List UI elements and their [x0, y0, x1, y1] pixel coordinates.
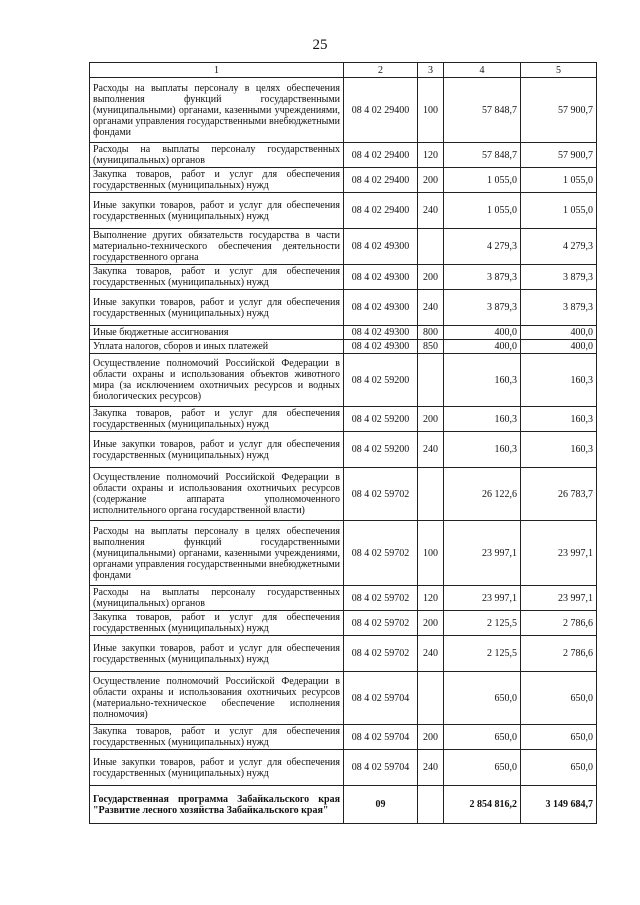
row-kind: 100 — [418, 78, 444, 143]
row-name: Закупка товаров, работ и услуг для обеспечения государственных (муниципальных) нужд — [90, 725, 344, 750]
row-value-5: 2 786,6 — [521, 611, 597, 636]
row-name: Закупка товаров, работ и услуг для обеспечения государственных (муниципальных) нужд — [90, 168, 344, 193]
row-name: Расходы на выплаты персоналу в целях обеспечения выполнения функций государственными (муниципальными) органами, казенными учреждениями, органами управления государственными внебюджетными фондами — [90, 78, 344, 143]
row-kind: 200 — [418, 407, 444, 432]
row-value-4: 1 055,0 — [444, 168, 521, 193]
row-code: 08 4 02 29400 — [344, 168, 418, 193]
row-code: 09 — [344, 786, 418, 824]
row-name: Иные закупки товаров, работ и услуг для обеспечения государственных (муниципальных) нужд — [90, 750, 344, 786]
row-kind: 100 — [418, 521, 444, 586]
column-header: 5 — [521, 63, 597, 78]
row-name: Закупка товаров, работ и услуг для обеспечения государственных (муниципальных) нужд — [90, 407, 344, 432]
row-value-4: 650,0 — [444, 750, 521, 786]
row-name: Иные закупки товаров, работ и услуг для обеспечения государственных (муниципальных) нужд — [90, 290, 344, 326]
table-row — [90, 672, 597, 725]
table-body — [90, 78, 597, 824]
row-value-5: 2 786,6 — [521, 636, 597, 672]
row-value-4: 57 848,7 — [444, 143, 521, 168]
row-value-4: 400,0 — [444, 326, 521, 340]
row-kind: 200 — [418, 168, 444, 193]
row-value-4: 2 125,5 — [444, 636, 521, 672]
row-code: 08 4 02 49300 — [344, 326, 418, 340]
column-header: 4 — [444, 63, 521, 78]
table-row — [90, 786, 597, 824]
row-code: 08 4 02 29400 — [344, 193, 418, 229]
table-row — [90, 326, 597, 340]
table-row — [90, 725, 597, 750]
row-value-4: 23 997,1 — [444, 521, 521, 586]
row-value-5: 160,3 — [521, 432, 597, 468]
row-code: 08 4 02 29400 — [344, 78, 418, 143]
table-row — [90, 611, 597, 636]
column-header: 3 — [418, 63, 444, 78]
row-value-5: 23 997,1 — [521, 586, 597, 611]
table-row — [90, 229, 597, 265]
row-code: 08 4 02 49300 — [344, 340, 418, 354]
row-value-5: 160,3 — [521, 407, 597, 432]
row-name: Осуществление полномочий Российской Федерации в области охраны и использования объектов животного мира (за исключением охотничьих ресурсов и водных биологических ресурсов) — [90, 354, 344, 407]
row-name: Расходы на выплаты персоналу государственных (муниципальных) органов — [90, 143, 344, 168]
row-value-4: 23 997,1 — [444, 586, 521, 611]
row-code: 08 4 02 59702 — [344, 521, 418, 586]
row-value-4: 650,0 — [444, 672, 521, 725]
table-row — [90, 521, 597, 586]
row-kind: 240 — [418, 290, 444, 326]
row-name: Закупка товаров, работ и услуг для обеспечения государственных (муниципальных) нужд — [90, 611, 344, 636]
row-value-5: 400,0 — [521, 340, 597, 354]
row-value-5: 650,0 — [521, 725, 597, 750]
table-row — [90, 407, 597, 432]
row-kind — [418, 468, 444, 521]
column-header: 1 — [90, 63, 344, 78]
row-kind: 120 — [418, 586, 444, 611]
page-number: 25 — [312, 37, 328, 53]
row-name: Уплата налогов, сборов и иных платежей — [90, 340, 344, 354]
row-kind: 200 — [418, 265, 444, 290]
row-code: 08 4 02 59200 — [344, 432, 418, 468]
budget-table — [89, 62, 597, 824]
row-code: 08 4 02 59200 — [344, 354, 418, 407]
row-value-5: 26 783,7 — [521, 468, 597, 521]
row-value-4: 2 125,5 — [444, 611, 521, 636]
row-name: Закупка товаров, работ и услуг для обеспечения государственных (муниципальных) нужд — [90, 265, 344, 290]
table-row — [90, 468, 597, 521]
row-value-5: 23 997,1 — [521, 521, 597, 586]
row-kind: 240 — [418, 750, 444, 786]
row-value-5: 3 149 684,7 — [521, 786, 597, 824]
row-value-4: 160,3 — [444, 432, 521, 468]
row-value-5: 3 879,3 — [521, 290, 597, 326]
row-code: 08 4 02 59702 — [344, 636, 418, 672]
row-value-4: 160,3 — [444, 407, 521, 432]
row-value-4: 3 879,3 — [444, 265, 521, 290]
table-row — [90, 168, 597, 193]
table-row — [90, 193, 597, 229]
row-code: 08 4 02 49300 — [344, 229, 418, 265]
table-row — [90, 290, 597, 326]
row-kind: 200 — [418, 725, 444, 750]
row-code: 08 4 02 49300 — [344, 290, 418, 326]
table-row — [90, 143, 597, 168]
table-header — [90, 63, 597, 78]
row-code: 08 4 02 59704 — [344, 750, 418, 786]
row-value-5: 650,0 — [521, 672, 597, 725]
row-value-4: 3 879,3 — [444, 290, 521, 326]
row-name: Иные закупки товаров, работ и услуг для обеспечения государственных (муниципальных) нужд — [90, 432, 344, 468]
table-row — [90, 340, 597, 354]
row-value-4: 26 122,6 — [444, 468, 521, 521]
row-kind: 800 — [418, 326, 444, 340]
row-kind: 240 — [418, 432, 444, 468]
row-code: 08 4 02 59704 — [344, 672, 418, 725]
table-row — [90, 586, 597, 611]
row-name: Осуществление полномочий Российской Федерации в области охраны и использования охотничьих ресурсов (содержание аппарата уполномоченного исполнительного органа государственной власти) — [90, 468, 344, 521]
row-kind: 240 — [418, 636, 444, 672]
table-row — [90, 432, 597, 468]
row-value-5: 57 900,7 — [521, 143, 597, 168]
row-value-4: 650,0 — [444, 725, 521, 750]
row-value-4: 4 279,3 — [444, 229, 521, 265]
row-kind — [418, 672, 444, 725]
row-value-4: 57 848,7 — [444, 78, 521, 143]
row-code: 08 4 02 59702 — [344, 468, 418, 521]
row-code: 08 4 02 29400 — [344, 143, 418, 168]
row-value-5: 1 055,0 — [521, 168, 597, 193]
row-code: 08 4 02 59704 — [344, 725, 418, 750]
row-name: Выполнение других обязательств государства в части материально-технического обеспечения деятельности государственного органа — [90, 229, 344, 265]
row-value-4: 160,3 — [444, 354, 521, 407]
header-row — [90, 63, 597, 78]
row-kind — [418, 229, 444, 265]
row-value-4: 2 854 816,2 — [444, 786, 521, 824]
row-code: 08 4 02 59200 — [344, 407, 418, 432]
row-value-5: 400,0 — [521, 326, 597, 340]
row-kind — [418, 354, 444, 407]
table-row — [90, 265, 597, 290]
row-value-5: 160,3 — [521, 354, 597, 407]
row-name: Иные закупки товаров, работ и услуг для обеспечения государственных (муниципальных) нужд — [90, 193, 344, 229]
row-value-5: 1 055,0 — [521, 193, 597, 229]
row-name: Государственная программа Забайкальского края "Развитие лесного хозяйства Забайкальского края" — [90, 786, 344, 824]
row-kind: 850 — [418, 340, 444, 354]
row-kind — [418, 786, 444, 824]
row-name: Расходы на выплаты персоналу в целях обеспечения выполнения функций государственными (муниципальными) органами, казенными учреждениями, органами управления государственными внебюджетными фондами — [90, 521, 344, 586]
table-row — [90, 78, 597, 143]
row-code: 08 4 02 49300 — [344, 265, 418, 290]
row-kind: 240 — [418, 193, 444, 229]
column-header: 2 — [344, 63, 418, 78]
row-value-5: 57 900,7 — [521, 78, 597, 143]
row-name: Иные закупки товаров, работ и услуг для обеспечения государственных (муниципальных) нужд — [90, 636, 344, 672]
row-name: Иные бюджетные ассигнования — [90, 326, 344, 340]
row-value-4: 1 055,0 — [444, 193, 521, 229]
row-code: 08 4 02 59702 — [344, 586, 418, 611]
row-code: 08 4 02 59702 — [344, 611, 418, 636]
table-row — [90, 354, 597, 407]
row-value-5: 650,0 — [521, 750, 597, 786]
row-value-5: 3 879,3 — [521, 265, 597, 290]
row-value-4: 400,0 — [444, 340, 521, 354]
row-kind: 120 — [418, 143, 444, 168]
row-value-5: 4 279,3 — [521, 229, 597, 265]
row-name: Расходы на выплаты персоналу государственных (муниципальных) органов — [90, 586, 344, 611]
table-row — [90, 636, 597, 672]
row-name: Осуществление полномочий Российской Федерации в области охраны и использования охотничьих ресурсов (материально-техническое обеспечение исполнения полномочия) — [90, 672, 344, 725]
table-row — [90, 750, 597, 786]
row-kind: 200 — [418, 611, 444, 636]
